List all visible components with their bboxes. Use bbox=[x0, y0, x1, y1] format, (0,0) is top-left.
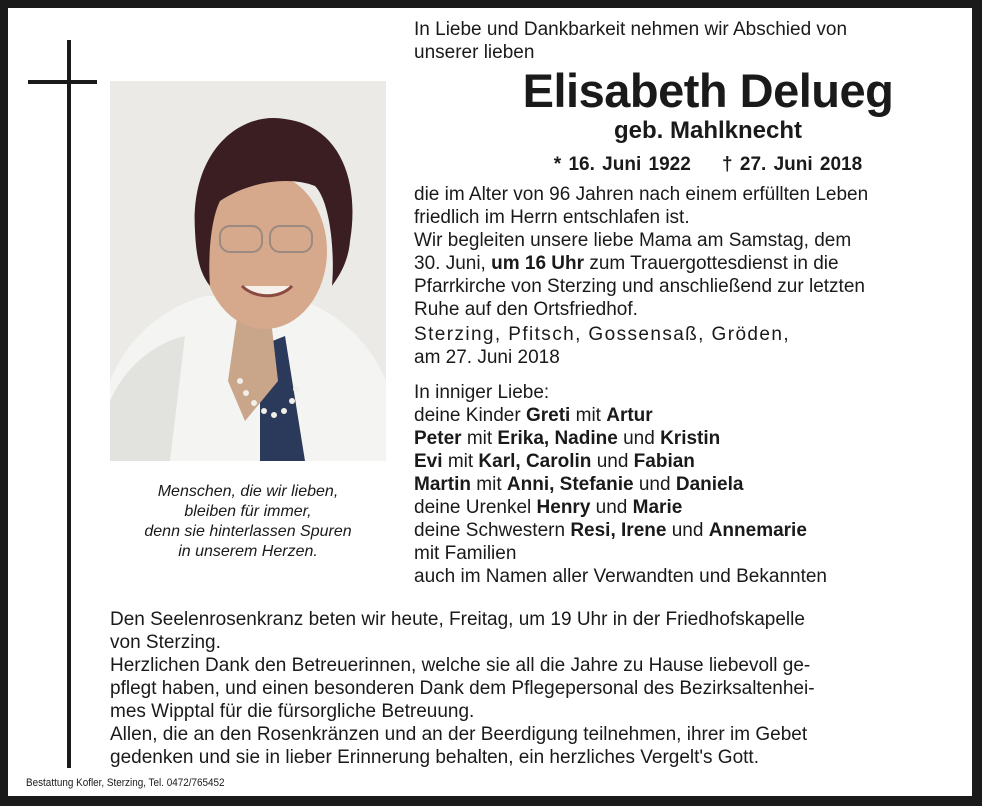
service-time: um 16 Uhr bbox=[491, 253, 585, 274]
portrait-photo-drawing bbox=[110, 81, 386, 461]
deceased-name: Elisabeth Delueg bbox=[522, 64, 894, 117]
mourner-row bbox=[414, 450, 958, 473]
announcement-text bbox=[414, 183, 958, 369]
memorial-quote bbox=[110, 482, 386, 562]
places-line: Sterzing, Pfitsch, Gossensaß, Gröden, bbox=[414, 324, 790, 345]
mourner-text: mit bbox=[575, 405, 601, 426]
announcement-line: Wir begleiten unsere liebe Mama am Samstag, dem bbox=[414, 230, 852, 251]
mourner-name: Martin bbox=[414, 474, 471, 495]
quote-line: bleiben für immer, bbox=[184, 503, 312, 520]
quote-line: denn sie hinterlassen Spuren bbox=[144, 523, 352, 540]
quote-line: Menschen, die wir lieben, bbox=[157, 483, 339, 500]
mourner-row: auch im Namen aller Verwandten und Bekannten bbox=[414, 566, 827, 587]
mourner-name: Anni, Stefanie bbox=[506, 474, 634, 495]
intro-line: unserer lieben bbox=[414, 42, 535, 63]
undertaker-contact: Bestattung Kofler, Sterzing, Tel. 0472/765452 bbox=[26, 777, 225, 789]
closing-line: mes Wipptal für die fürsorgliche Betreuung. bbox=[110, 701, 475, 722]
closing-line: pflegt haben, und einen besonderen Dank dem Pflegepersonal des Bezirksaltenhei- bbox=[110, 678, 815, 699]
closing-line: Den Seelenrosenkranz beten wir heute, Freitag, um 19 Uhr in der Friedhofskapelle bbox=[110, 609, 805, 630]
announcement-line: Ruhe auf den Ortsfriedhof. bbox=[414, 299, 638, 320]
mourner-name: Resi, Irene bbox=[570, 520, 667, 541]
mourner-text: mit bbox=[466, 428, 493, 449]
date-text: 30. Juni, bbox=[414, 253, 486, 274]
mourner-text: und bbox=[596, 451, 629, 472]
mourner-text: deine Kinder bbox=[414, 405, 521, 426]
cross-icon bbox=[67, 40, 71, 768]
death-date: † 27. Juni 2018 bbox=[722, 154, 863, 175]
announcement-line: die im Alter von 96 Jahren nach einem erfüllten Leben bbox=[414, 184, 869, 205]
closing-line: Allen, die an den Rosenkränzen und an der Beerdigung teilnehmen, ihrer im Gebet bbox=[110, 724, 808, 745]
mourner-text: deine Urenkel bbox=[414, 497, 532, 518]
mourner-text: und bbox=[638, 474, 671, 495]
closing-line: Herzlichen Dank den Betreuerinnen, welche sie all die Jahre zu Hause liebevoll ge- bbox=[110, 655, 811, 676]
obituary-card bbox=[8, 8, 972, 796]
service-text: zum Trauergottesdienst in die bbox=[589, 253, 839, 274]
mourner-text: und bbox=[595, 497, 628, 518]
mourner-text: mit bbox=[447, 451, 474, 472]
mourner-name: Henry bbox=[536, 497, 591, 518]
portrait-photo bbox=[110, 81, 386, 461]
intro-line: In Liebe und Dankbarkeit nehmen wir Abschied von bbox=[414, 19, 848, 40]
mourners-list bbox=[414, 381, 958, 588]
main-text-column bbox=[414, 18, 958, 588]
mourner-text: und bbox=[671, 520, 704, 541]
mourner-row: mit Familien bbox=[414, 543, 517, 564]
announcement-line: friedlich im Herrn entschlafen ist. bbox=[414, 207, 690, 228]
mourner-row bbox=[414, 519, 958, 542]
mourner-text: und bbox=[623, 428, 655, 449]
mourner-name: Karl, Carolin bbox=[478, 451, 592, 472]
maiden-name: geb. Mahlknecht bbox=[613, 117, 803, 144]
mourner-name: Evi bbox=[414, 451, 443, 472]
quote-line: in unserem Herzen. bbox=[178, 543, 318, 560]
mourner-row bbox=[414, 496, 958, 519]
mourner-row bbox=[414, 473, 958, 496]
mourner-name: Erika, Nadine bbox=[497, 428, 618, 449]
mourner-text: deine Schwestern bbox=[414, 520, 566, 541]
mourner-name: Annemarie bbox=[708, 520, 807, 541]
mourner-name: Daniela bbox=[675, 474, 744, 495]
mourner-row bbox=[414, 427, 958, 450]
birth-date: * 16. Juni 1922 bbox=[553, 154, 691, 175]
announcement-line: Pfarrkirche von Sterzing und anschließend zur letzten bbox=[414, 276, 865, 297]
announcement-line bbox=[414, 252, 958, 275]
mourner-name: Artur bbox=[606, 405, 653, 426]
life-dates bbox=[414, 153, 958, 177]
closing-text bbox=[110, 608, 960, 769]
closing-line: von Sterzing. bbox=[110, 632, 221, 653]
closing-line: gedenken und sie in lieber Erinnerung behalten, ein herzliches Vergelt's Gott. bbox=[110, 747, 759, 768]
intro-text bbox=[414, 18, 958, 64]
mourner-row bbox=[414, 404, 958, 427]
mourner-name: Fabian bbox=[633, 451, 695, 472]
mourner-text: mit bbox=[476, 474, 502, 495]
mourner-name: Marie bbox=[632, 497, 683, 518]
mourner-name: Kristin bbox=[660, 428, 721, 449]
mourner-name: Greti bbox=[525, 405, 571, 426]
cross-icon-bar bbox=[28, 80, 97, 84]
mourners-heading: In inniger Liebe: bbox=[414, 382, 550, 403]
mourner-name: Peter bbox=[414, 428, 462, 449]
place-date: am 27. Juni 2018 bbox=[414, 347, 560, 368]
